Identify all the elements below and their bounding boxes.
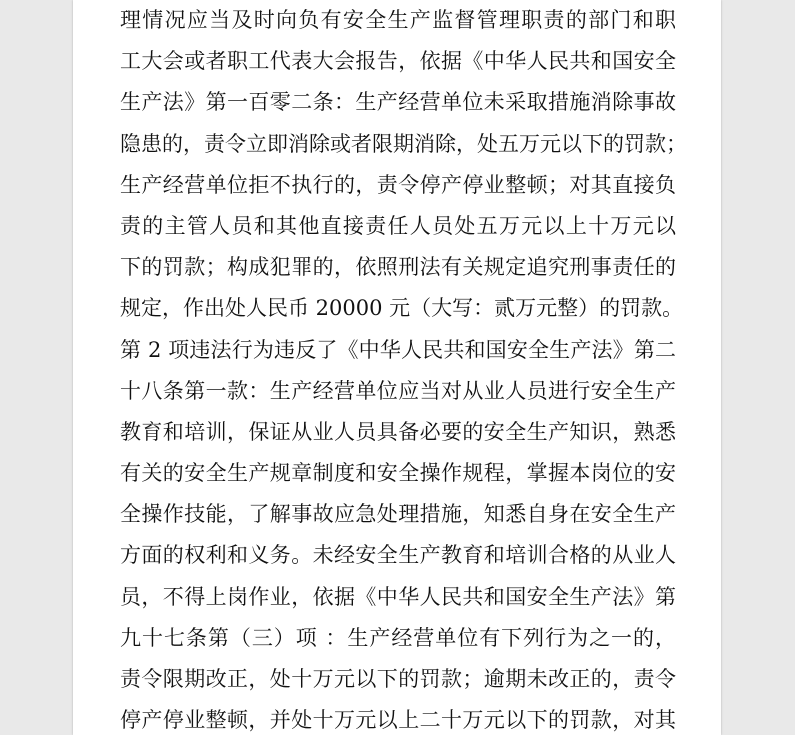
text-line: 生产经营单位拒不执行的，责令停产停业整顿；对其直接负 xyxy=(120,172,676,197)
text-line: 隐患的，责令立即消除或者限期消除，处五万元以下的罚款； xyxy=(120,131,687,156)
document-page xyxy=(73,0,721,735)
text-line: 员，不得上岗作业，依据《中华人民共和国安全生产法》第 xyxy=(120,584,676,609)
text-line: 工大会或者职工代表大会报告，依据《中华人民共和国安全 xyxy=(120,49,676,74)
text-line: 第 2 项违法行为违反了《中华人民共和国安全生产法》第二 xyxy=(120,337,676,362)
text-line: 停产停业整顿，并处十万元以上二十万元以下的罚款，对其 xyxy=(120,708,676,733)
text-line: 下的罚款；构成犯罪的，依照刑法有关规定追究刑事责任的 xyxy=(120,255,676,280)
text-line: 十八条第一款：生产经营单位应当对从业人员进行安全生产 xyxy=(120,378,676,403)
text-line: 有关的安全生产规章制度和安全操作规程，掌握本岗位的安 xyxy=(120,461,676,486)
text-line: 生产法》第一百零二条：生产经营单位未采取措施消除事故 xyxy=(120,90,676,115)
text-line: 规定，作出处人民币 20000 元（大写：贰万元整）的罚款。 xyxy=(120,296,684,321)
text-line: 理情况应当及时向负有安全生产监督管理职责的部门和职 xyxy=(120,8,676,32)
text-line: 九十七条第（三）项 ：生产经营单位有下列行为之一的， xyxy=(120,625,676,650)
text-line: 责的主管人员和其他直接责任人员处五万元以上十万元以 xyxy=(120,213,676,238)
text-line: 方面的权利和义务。未经安全生产教育和培训合格的从业人 xyxy=(120,543,676,568)
text-line: 全操作技能，了解事故应急处理措施，知悉自身在安全生产 xyxy=(120,502,676,527)
document-body xyxy=(120,0,687,735)
text-line: 教育和培训，保证从业人员具备必要的安全生产知识，熟悉 xyxy=(120,419,676,444)
text-line: 责令限期改正，处十万元以下的罚款；逾期未改正的，责令 xyxy=(120,667,676,691)
